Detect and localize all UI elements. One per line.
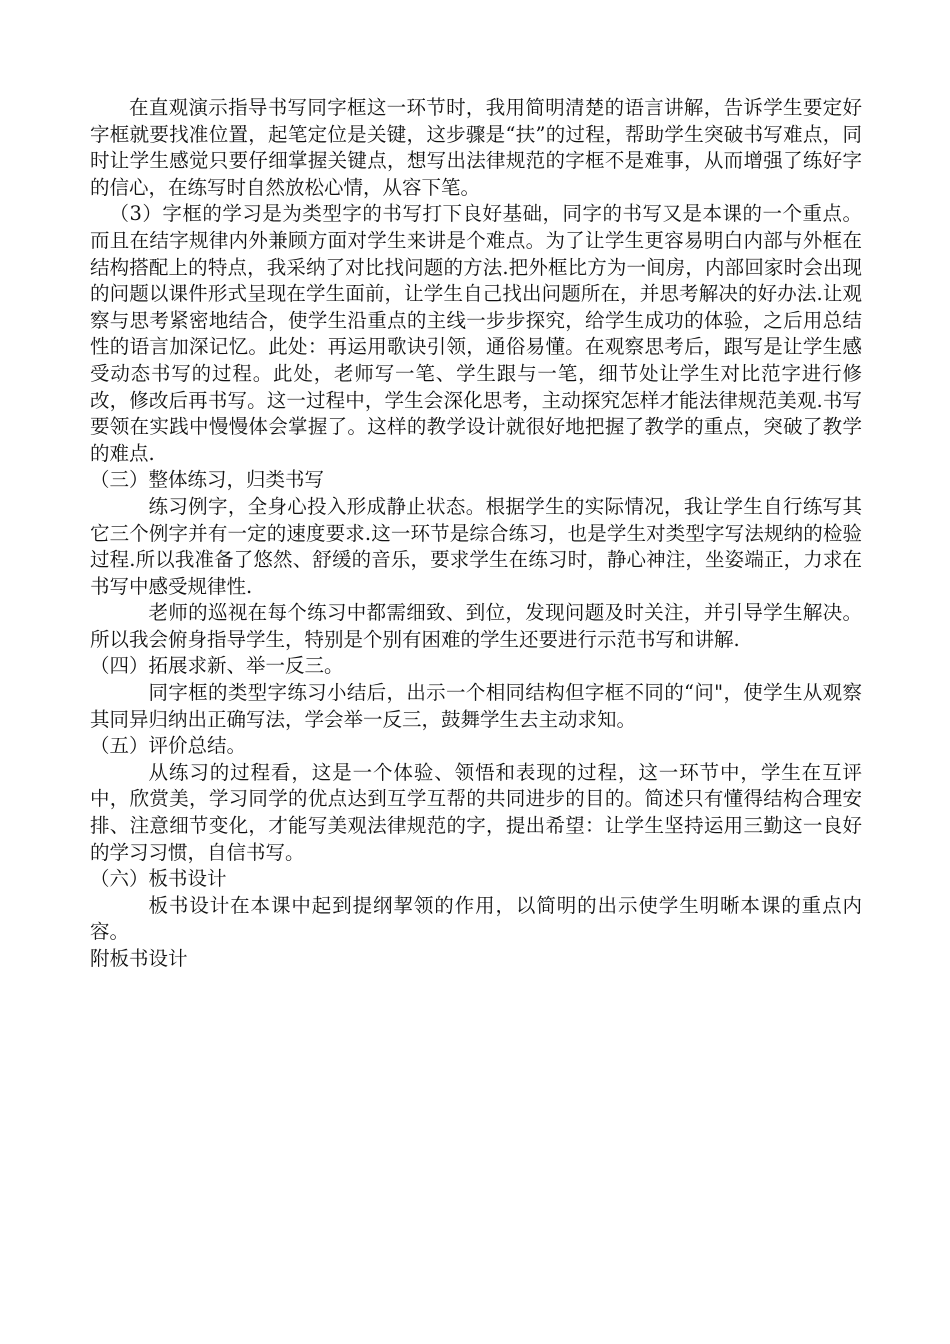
section-heading-4: （四）拓展求新、举一反三。 (90, 654, 344, 678)
section-heading-6: （六）板书设计 (90, 867, 227, 891)
paragraph-frame-learning: （3）字框的学习是为类型字的书写打下良好基础，同字的书写又是本课的一个重点。而且在结字规律内外兼顾方面对学生来讲是个难点。为了让学生更容易明白内部与外框在结构搭配上的特点，我采纳了对比找问题的方法.把外框比方为一间房，内部回家时会出现的问题以课件形式呈现在学生面前，让学生自己找出问题所在，并思考解决的好办法.让观察与思考紧密地结合，使学生沿重点的主线一步步探究，给学生成功的体验，之后用总结性的语言加深记忆。此处：再运用歌诀引领，通俗易懂。在观察思考后，跟写是让学生感受动态书写的过程。此处，老师写一笔、学生跟与一笔，细节处让学生对比范字进行修改，修改后再书写。这一过程中，学生会深化思考，主动探究怎样才能法律规范美观.书写要领在实践中慢慢体会掌握了。这样的教学设计就很好地把握了教学的重点，突破了教学的难点. (90, 202, 862, 465)
board-design-appendix-label: 附板书设计 (90, 947, 188, 970)
paragraph-extension: 同字框的类型字练习小结后，出示一个相同结构但字框不同的“问"，使学生从观察其同异归纳出正确写法，学会举一反三，鼓舞学生去主动求知。 (90, 681, 862, 731)
paragraph-evaluation: 从练习的过程看，这是一个体验、领悟和表现的过程，这一环节中，学生在互评中，欣赏美，学习同学的优点达到互学互帮的共同进步的目的。简述只有懂得结构合理安排、注意细节变化，才能写美观法律规范的字，提出希望：让学生坚持运用三勤这一良好的学习习惯，自信书写。 (90, 760, 862, 864)
paragraph-teacher-patrol: 老师的巡视在每个练习中都需细致、到位，发现问题及时关注，并引导学生解决。所以我会俯身指导学生，特别是个别有困难的学生还要进行示范书写和讲解. (90, 601, 862, 651)
paragraph-board-design: 板书设计在本课中起到提纲挈领的作用，以简明的出示使学生明晰本课的重点内容。 (90, 893, 862, 944)
paragraph-writing-frame-demo: 在直观演示指导书写同字框这一环节时，我用简明清楚的语言讲解，告诉学生要定好字框就要找准位置，起笔定位是关键，这步骤是“扶”的过程，帮助学生突破书写难点，同时让学生感觉只要仔细掌握关键点，想写出法律规范的字框不是难事，从而增强了练好字的信心，在练写时自然放松心情，从容下笔。 (90, 96, 862, 199)
document-body (90, 95, 862, 973)
paragraph-practice: 练习例字，全身心投入形成静止状态。根据学生的实际情况，我让学生自行练写其它三个例字并有一定的速度要求.这一环节是综合练习，也是学生对类型字写法规纳的检验过程.所以我准备了悠然、舒缓的音乐，要求学生在练习时，静心神注，坐姿端正，力求在书写中感受规律性. (90, 494, 862, 598)
section-heading-3: （三）整体练习，归类书写 (90, 468, 325, 492)
section-heading-5: （五）评价总结。 (90, 734, 247, 758)
